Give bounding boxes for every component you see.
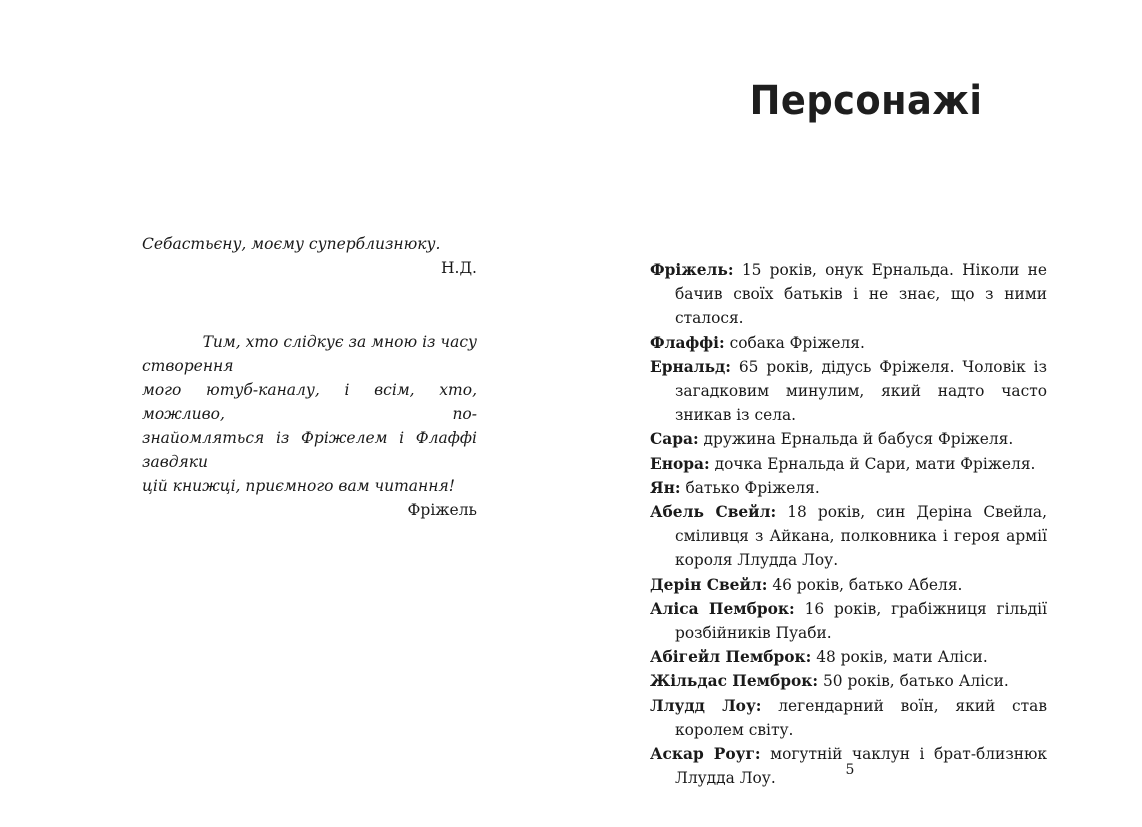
character-desc: 50 років, батько Аліси. [823, 672, 1009, 691]
page-number: 5 [845, 762, 855, 778]
character-desc: дружина Ернальда й бабуся Фріжеля. [703, 430, 1014, 449]
character-name: Аліса Пемброк: [650, 599, 795, 618]
character-desc: 15 років, онук Ернальда. Ніколи не бачив своїх батьків і не знає, що з ними сталося. [675, 261, 1047, 328]
dedication-1-text: Себастьєну, моєму суперблизнюку. [142, 235, 441, 253]
character-name: Фріжель: [650, 261, 734, 279]
character-desc: 16 років, грабіжниця гільдії розбійників Пуаби. [675, 599, 1047, 643]
character-desc: 18 років, син Деріна Свейла, сміливця з Айкана, полковника і героя армії короля Ллудда Лоу. [675, 503, 1047, 570]
dedication-1-signature: Н.Д. [441, 259, 477, 277]
character-entry [650, 476, 1047, 500]
dedication-1 [142, 232, 477, 280]
character-entry [650, 452, 1047, 476]
page-title: Персонажі [749, 78, 983, 124]
right-page [571, 0, 1142, 827]
character-entry [650, 597, 1047, 645]
character-name: Абель Свейл: [650, 503, 777, 522]
character-entry [650, 694, 1047, 742]
character-entry [650, 331, 1047, 355]
character-desc: батько Фріжеля. [685, 478, 820, 497]
character-desc: 65 років, дідусь Фріжеля. Чоловік із загадковим минулим, який надто часто зникав із села. [675, 357, 1047, 425]
character-name: Енора: [650, 454, 710, 473]
character-name: Сара: [650, 430, 699, 449]
character-entry [650, 355, 1047, 428]
character-desc: 46 років, батько Абеля. [772, 575, 963, 594]
character-name: Ллудд Лоу: [650, 696, 762, 715]
character-name: Ернальд: [650, 357, 731, 376]
character-list [650, 258, 1047, 790]
dedication-2-signature: Фріжель [407, 501, 477, 519]
dedication-2-line: Тим, хто слідкує за мною із часу створення [142, 333, 477, 375]
character-entry [650, 500, 1047, 573]
character-name: Жільдас Пемброк: [650, 672, 819, 691]
dedication-2-line: цій книжці, приємного вам читання! [142, 477, 455, 495]
character-name: Абігейл Пемброк: [650, 648, 812, 667]
character-entry [650, 427, 1047, 451]
character-desc: 48 років, мати Аліси. [816, 648, 988, 667]
character-name: Ян: [650, 478, 681, 497]
character-desc: могутній чаклун і брат-близнюк Ллудда Лоу. [675, 745, 1047, 788]
dedication-2 [142, 330, 477, 522]
character-desc: легендарний воїн, який став королем світу. [675, 696, 1047, 739]
character-desc: дочка Ернальда й Сари, мати Фріжеля. [714, 454, 1036, 473]
character-name: Флаффі: [650, 333, 725, 352]
character-desc: собака Фріжеля. [729, 333, 865, 352]
character-entry [650, 573, 1047, 597]
character-name: Аскар Роуг: [650, 745, 761, 764]
character-name: Дерін Свейл: [650, 575, 768, 594]
dedication-2-line: мого ютуб-каналу, і всім, хто, можливо, по- [142, 381, 477, 423]
dedication-2-line: знайомляться із Фріжелем і Флаффі завдяки [142, 429, 477, 471]
character-entry [650, 258, 1047, 331]
character-entry [650, 645, 1047, 669]
character-entry [650, 669, 1047, 693]
